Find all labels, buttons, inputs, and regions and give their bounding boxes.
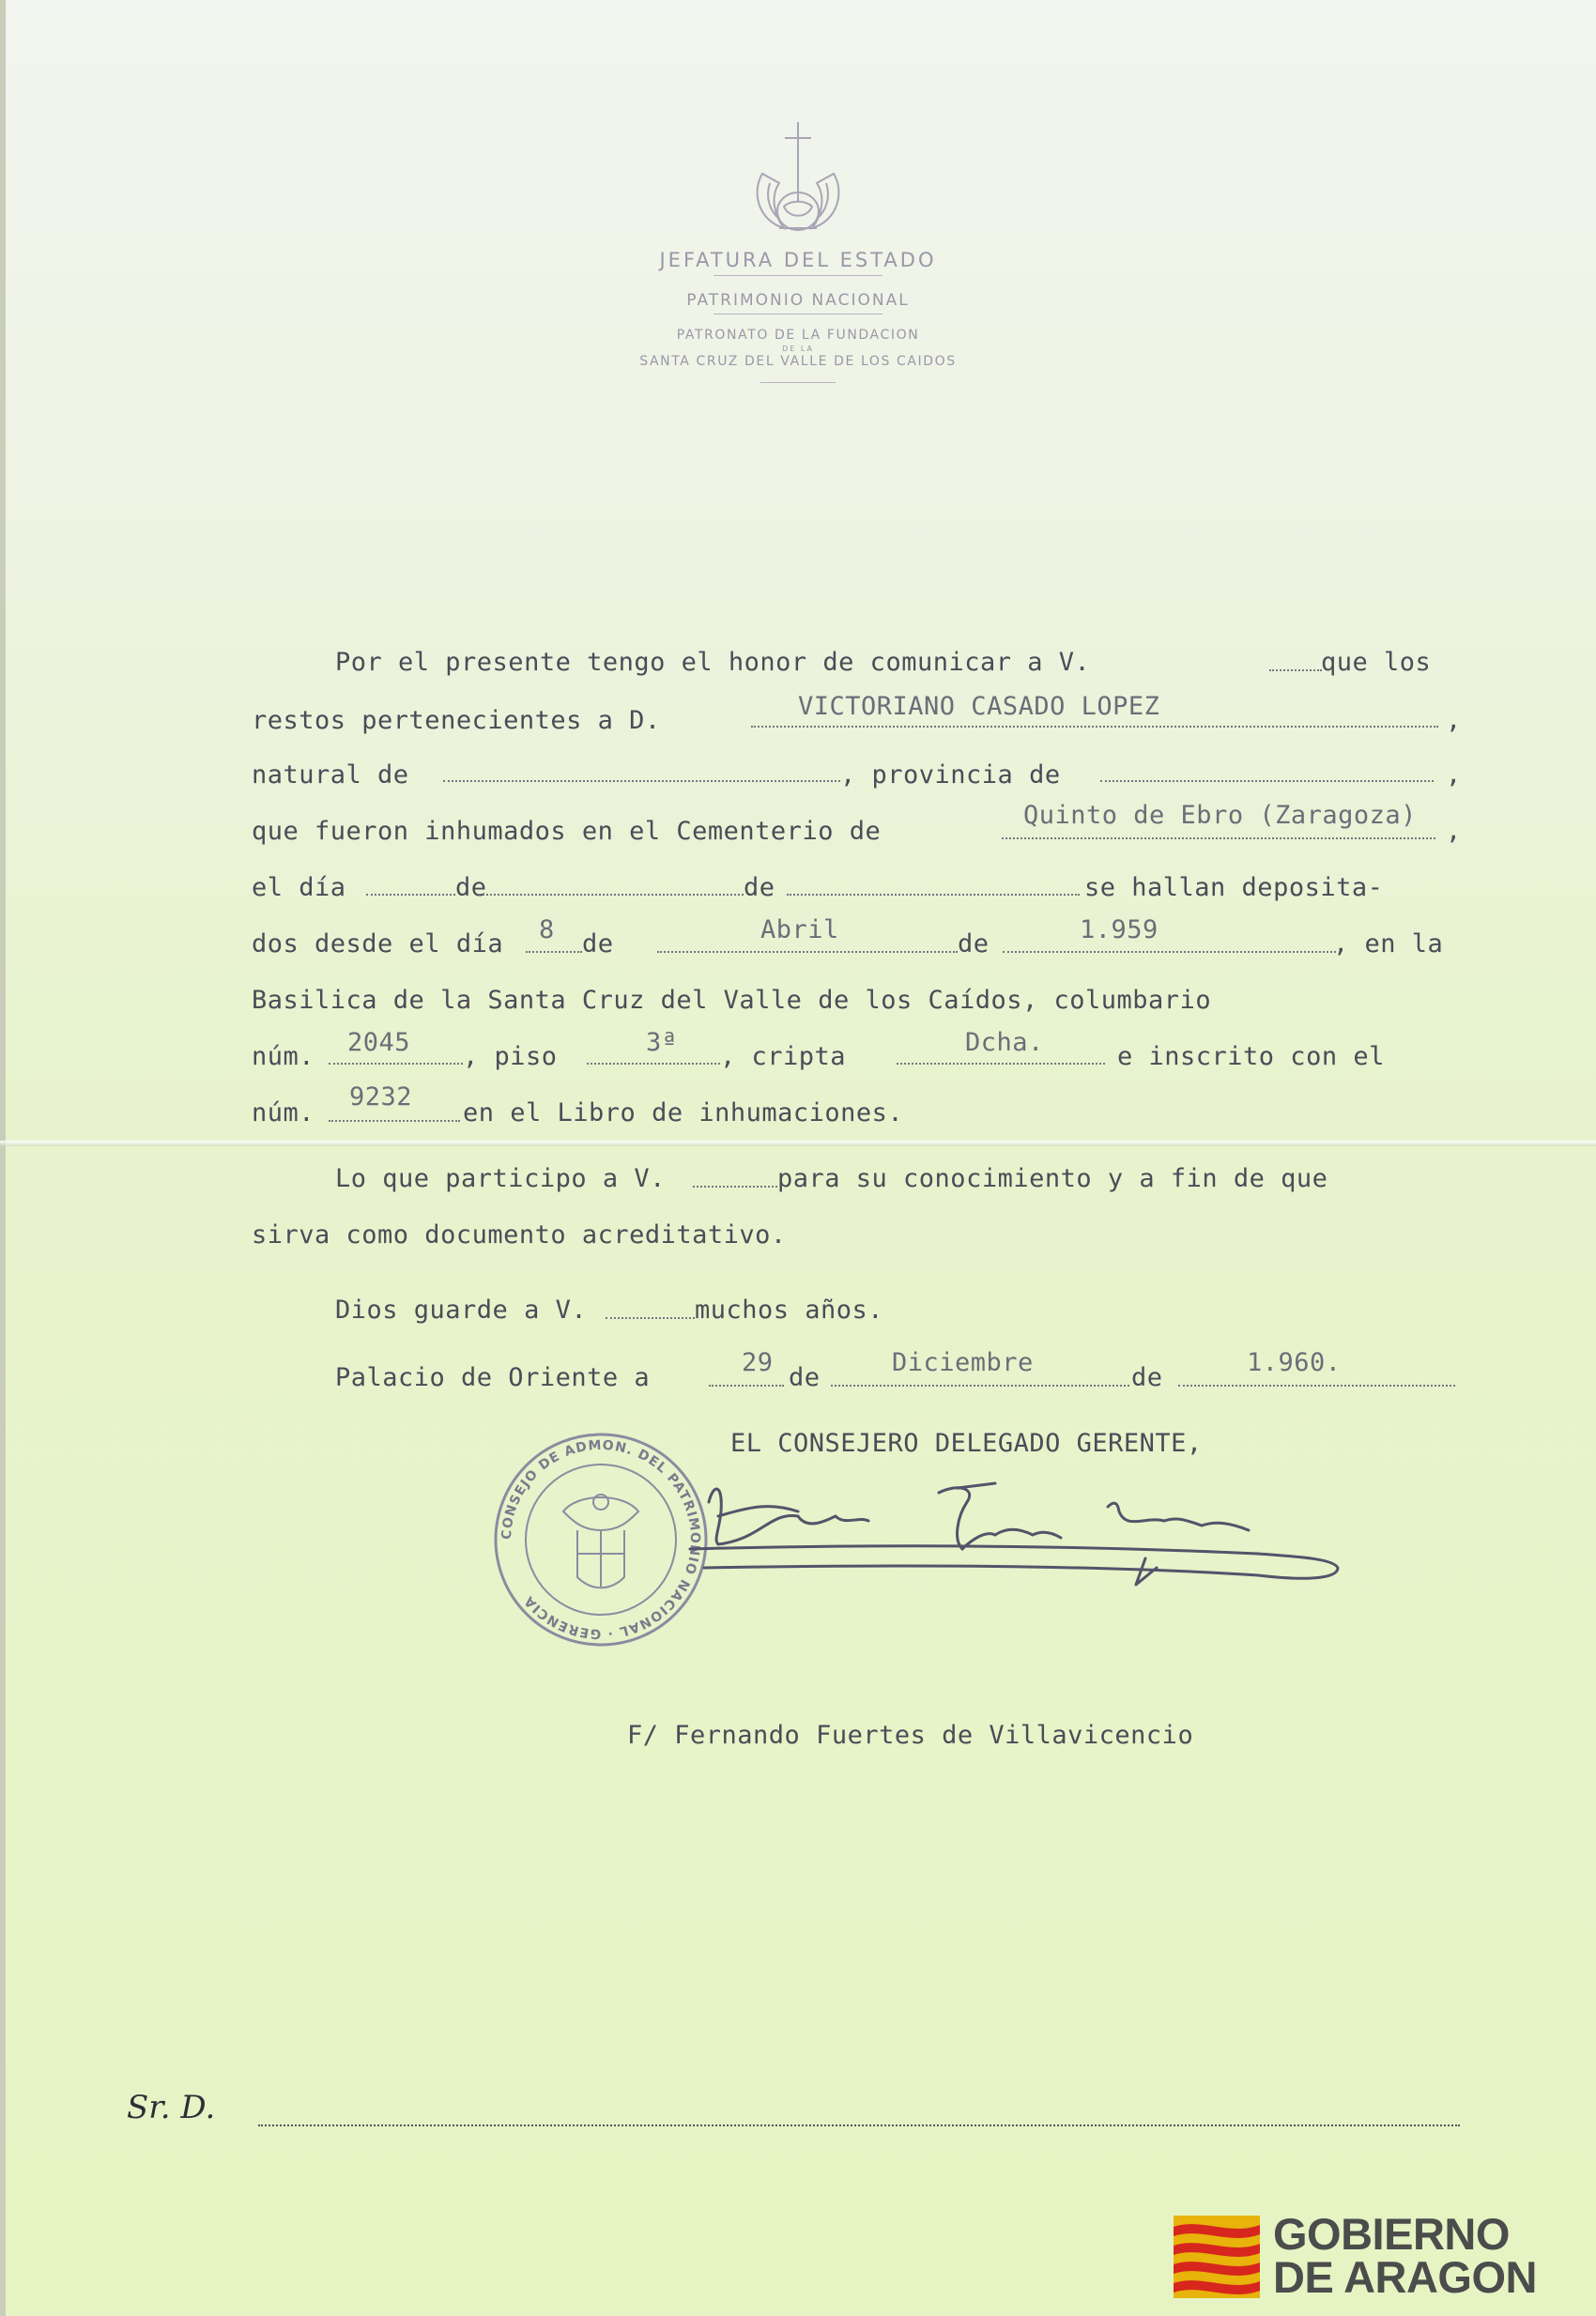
letterhead-rule [714, 275, 882, 276]
dotted-fill [329, 1119, 460, 1122]
body-line-10: Lo que participo a V. [335, 1164, 666, 1193]
dotted-fill [587, 1062, 720, 1065]
dotted-fill [1003, 950, 1336, 953]
letterhead-line-4: DE LA [782, 345, 814, 353]
dotted-fill [1100, 779, 1434, 782]
body-line-3-end: , [1446, 760, 1462, 790]
letterhead-line-5: SANTA CRUZ DEL VALLE DE LOS CAIDOS [639, 354, 957, 369]
signature-title: EL CONSEJERO DELEGADO GERENTE, [730, 1429, 1203, 1458]
body-line-5-de: de [455, 873, 487, 902]
body-line-8: núm. [252, 1042, 315, 1071]
body-line-3: natural de [252, 760, 409, 790]
dotted-fill [366, 893, 455, 896]
body-line-12-end: muchos años. [695, 1296, 884, 1325]
body-line-9-end: en el Libro de inhumaciones. [463, 1098, 904, 1127]
letterhead-line-3: PATRONATO DE LA FUNDACION [676, 328, 920, 343]
body-line-4: que fueron inhumados en el Cementerio de [252, 817, 882, 846]
aragon-flag-icon [1174, 2216, 1260, 2298]
dotted-fill [1178, 1384, 1455, 1387]
letterhead-line-1: JEFATURA DEL ESTADO [659, 249, 937, 271]
typed-day: 8 [539, 915, 555, 944]
typed-cemetery: Quinto de Ebro (Zaragoza) [1023, 801, 1417, 830]
body-line-11: sirva como documento acreditativo. [252, 1220, 787, 1250]
body-line-6-end: , en la [1333, 929, 1444, 959]
dotted-fill [329, 1062, 463, 1065]
dotted-fill [526, 950, 582, 953]
typed-month: Abril [760, 915, 839, 944]
handwritten-signature [488, 1427, 1371, 1652]
printed-signatory-name: F/ Fernando Fuertes de Villavicencio [627, 1721, 1194, 1750]
addressee-dotted-line [258, 2124, 1460, 2126]
body-line-8-end: e inscrito con el [1117, 1042, 1385, 1071]
gobierno-de-aragon-logo [1174, 2209, 1587, 2302]
body-line-1: Por el presente tengo el honor de comunicar a V. [335, 648, 1091, 677]
dotted-fill [443, 779, 840, 782]
dotted-fill [479, 893, 744, 896]
letterhead-rule [760, 382, 836, 383]
body-line-2: restos pertenecientes a D. [252, 706, 661, 735]
addressee-label: Sr. D. [127, 2089, 216, 2126]
dotted-fill [831, 1384, 1129, 1387]
body-line-5: el día [252, 873, 346, 902]
dotted-fill [897, 1062, 1105, 1065]
body-line-2-end: , [1446, 706, 1462, 735]
body-line-6-de: de [958, 929, 990, 959]
body-line-12: Dios guarde a V. [335, 1296, 588, 1325]
logo-line-1: GOBIERNO [1273, 2209, 1510, 2259]
letterhead [526, 117, 1070, 383]
body-line-1-end: que los [1321, 648, 1432, 677]
paper-fold [0, 1141, 1596, 1146]
body-line-4-end: , [1446, 817, 1462, 846]
body-line-5-end: se hallan deposita- [1084, 873, 1384, 902]
body-line-9: núm. [252, 1098, 315, 1127]
dotted-fill [606, 1316, 695, 1319]
body-line-8-cripta: , cripta [720, 1042, 847, 1071]
typed-sign-day: 29 [742, 1348, 774, 1377]
typed-columbario: 2045 [347, 1028, 411, 1057]
logo-line-2: DE ARAGON [1273, 2252, 1537, 2302]
body-line-8-piso: , piso [463, 1042, 558, 1071]
dotted-fill [787, 893, 1080, 896]
body-line-5-de: de [744, 873, 775, 902]
dotted-fill [1002, 836, 1435, 839]
typed-year: 1.959 [1080, 915, 1159, 944]
body-line-6-de: de [582, 929, 614, 959]
body-line-13: Palacio de Oriente a [335, 1363, 651, 1392]
logo-text [1273, 2209, 1537, 2302]
body-line-3-provincia: , provincia de [840, 760, 1061, 790]
letterhead-line-2: PATRIMONIO NACIONAL [686, 291, 910, 310]
typed-cripta: Dcha. [965, 1028, 1044, 1057]
typed-piso: 3ª [646, 1028, 678, 1057]
body-line-13-de: de [1131, 1363, 1163, 1392]
dotted-fill [657, 950, 958, 953]
body-line-10-end: para su conocimiento y a fin de que [777, 1164, 1328, 1193]
dotted-fill [751, 725, 1438, 728]
body-line-13-de: de [789, 1363, 821, 1392]
typed-sign-month: Diciembre [892, 1348, 1034, 1377]
stamp-text: CONSEJO DE ADMON. DEL PATRIMONIO NACIONAL · GERENCIA [499, 1437, 703, 1642]
dotted-fill [1269, 668, 1322, 671]
body-line-6: dos desde el día [252, 929, 504, 959]
typed-sign-year: 1.960. [1247, 1348, 1342, 1377]
dotted-fill [693, 1185, 777, 1188]
page-edge [0, 0, 6, 2316]
body-line-7: Basilica de la Santa Cruz del Valle de los Caídos, columbario [252, 986, 1212, 1015]
typed-deceased-name: VICTORIANO CASADO LOPEZ [798, 692, 1160, 721]
cross-emblem-icon [742, 117, 854, 239]
typed-inscrito: 9232 [349, 1082, 413, 1112]
dotted-fill [709, 1384, 784, 1387]
